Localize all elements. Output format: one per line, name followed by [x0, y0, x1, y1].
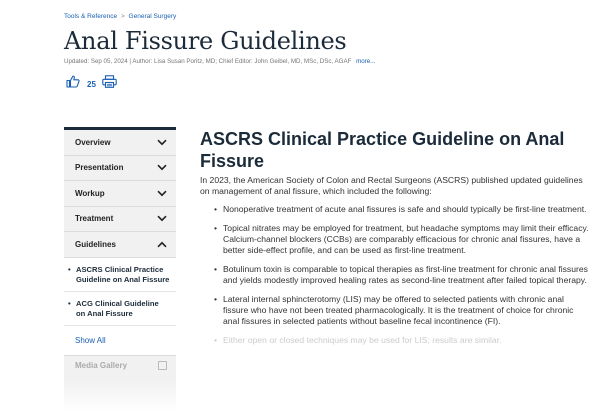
main-content	[200, 128, 590, 354]
sidebar-item-overview[interactable]	[64, 130, 176, 156]
sidebar-nav	[64, 127, 176, 410]
sidebar-subitem-label: ASCRS Clinical Practice Guideline on Anal Fissure	[76, 264, 170, 284]
chevron-down-icon	[157, 215, 167, 222]
thumbs-up-icon[interactable]	[66, 75, 80, 93]
sidebar-item-label: Workup	[75, 188, 105, 198]
sidebar-subitem-label: ACG Clinical Guideline on Anal Fissure	[76, 298, 159, 318]
page-title: Anal Fissure Guidelines	[64, 27, 347, 55]
article-actions	[66, 75, 117, 93]
guideline-points	[200, 204, 590, 346]
chevron-down-icon	[157, 190, 167, 197]
list-item: • Either open or closed techniques may be used for LIS; results are similar.	[214, 335, 590, 346]
list-item: • Nonoperative treatment of acute anal fissures is safe and should typically be first-line treatment.	[214, 204, 590, 215]
sidebar-item-label: Overview	[75, 137, 111, 147]
sidebar-item-guidelines[interactable]	[64, 232, 176, 258]
show-all-link[interactable]: Show All	[64, 326, 176, 356]
intro-paragraph: In 2023, the American Society of Colon and Rectal Surgeons (ASCRS) published updated guidelines on management of anal fissure, which included the following:	[200, 175, 583, 196]
article-meta	[64, 58, 375, 65]
gallery-icon	[158, 361, 167, 370]
sidebar-item-label: Guidelines	[75, 239, 116, 249]
print-icon[interactable]	[102, 75, 117, 93]
sidebar-item-label: Treatment	[75, 214, 114, 224]
list-item: • Topical nitrates may be employed for treatment, but headache symptoms may limit their efficacy. Calcium-channel blockers (CCBs) are comparably efficacious for chronic anal fissures, have a better side-effect profile, and can be used as first-line treatment.	[214, 223, 590, 256]
list-item: • Lateral internal sphincterotomy (LIS) may be offered to selected patients with chronic anal fissure who have not been treated pharmacologically. It is the treatment of choice for chronic anal fissures in selected patients without baseline fecal incontinence (FI).	[214, 294, 590, 327]
sidebar-item-media-gallery[interactable]	[64, 356, 176, 376]
section-heading: ASCRS Clinical Practice Guideline on Anal Fissure	[200, 129, 565, 171]
sidebar-item-label: Media Gallery	[75, 361, 128, 370]
breadcrumb-link-general-surgery[interactable]: General Surgery	[128, 13, 177, 20]
bullet: •	[68, 298, 71, 308]
sidebar-subitem-ascrs[interactable]	[64, 258, 176, 292]
sidebar-subitem-acg[interactable]	[64, 292, 176, 326]
breadcrumb-separator: >	[120, 13, 125, 20]
more-link[interactable]: more...	[356, 58, 376, 65]
sidebar-item-label: Presentation	[75, 163, 124, 173]
chevron-down-icon	[157, 164, 167, 171]
list-item: • Botulinum toxin is comparable to topical therapies as first-line treatment for chronic anal fissures and yields modestly improved healing rates as second-line treatment after failed topical therapy.	[214, 264, 590, 286]
guidelines-sublist	[64, 258, 176, 326]
sidebar-item-workup[interactable]	[64, 181, 176, 207]
chevron-up-icon	[157, 241, 167, 248]
breadcrumb-link-tools[interactable]: Tools & Reference	[64, 13, 118, 20]
bullet: •	[68, 264, 71, 274]
sidebar-item-treatment[interactable]	[64, 207, 176, 233]
sidebar-item-presentation[interactable]	[64, 156, 176, 182]
chevron-down-icon	[157, 139, 167, 146]
breadcrumb	[64, 13, 176, 20]
meta-text: Updated: Sep 05, 2024 | Author: Lisa Susan Poritz, MD; Chief Editor: John Geibel, MD, MSc, DSc, AGAF	[64, 58, 352, 65]
like-count: 25	[87, 79, 96, 89]
